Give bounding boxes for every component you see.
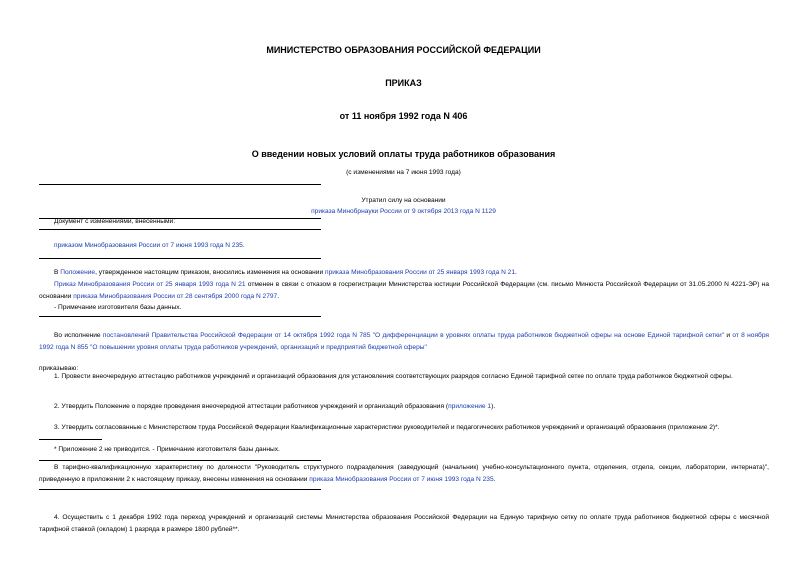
regulation-link[interactable]: Положение bbox=[60, 269, 96, 276]
note1-text: , утвержденное настоящим приказом, вносились изменения на основании bbox=[95, 269, 326, 276]
document-type: ПРИКАЗ bbox=[385, 78, 422, 88]
item-2 bbox=[39, 401, 769, 413]
changes-doc-link[interactable]: приказом Минобразования России от 7 июня 1993 года N 235 bbox=[54, 242, 243, 249]
item-2-text: ). bbox=[491, 403, 496, 410]
expired-note-link[interactable]: приказа Минобрнауки России от 9 октября 2013 года N 1129 bbox=[311, 208, 496, 215]
changes-doc-label: Документ с изменениями, внесенными: bbox=[54, 218, 176, 225]
item-3: 3. Утвердить согласованные с Министерством труда Российской Федерации Квалификационные характеристики руководителей и педагогических работников учреждений и организаций образования (приложение 2)*. bbox=[54, 424, 720, 431]
changes-doc-end: . bbox=[242, 242, 245, 249]
appendix-1-link[interactable]: приложение 1 bbox=[448, 403, 492, 410]
expired-note-text: Утратил силу на основании bbox=[361, 197, 446, 204]
preamble bbox=[39, 330, 769, 353]
resolution-855-link[interactable]: от 8 ноября 1992 года N 855 "О повышении уровня оплаты труда работников учреждений, организаций и предприятий бюджетной сферы" bbox=[39, 332, 769, 351]
resolution-785-link[interactable]: постановлений Правительства Российской Федерации от 14 октября 1992 года N 785 "О дифференциации в уровнях оплаты труда работников бюджетной сферы на основе Единой тарифной сетки" bbox=[102, 332, 725, 339]
item-4: 4. Осуществить с 1 декабря 1992 года переход учреждений и организаций системы Министерства образования Российской Федерации на Единую тарифную сетку по оплате труда работников бюджетной сферы с месячной тарифной ставкой (окладом) 1 разряда в размере 1800 рублей**. bbox=[39, 514, 769, 533]
divider bbox=[39, 229, 321, 230]
amendments-note: (с изменениями на 7 июня 1993 года) bbox=[346, 169, 461, 176]
preamble-text: и bbox=[724, 332, 733, 339]
order-2797-link[interactable]: приказа Минобразования России от 28 сентября 2000 года N 2797 bbox=[73, 292, 278, 300]
item-2-text: 2. Утвердить Положение о порядке проведения внеочередной аттестации работников учреждений и организаций образования ( bbox=[54, 403, 449, 410]
order-21-link[interactable]: приказа Минобразования России от 25 января 1993 года N 21 bbox=[325, 269, 516, 276]
preamble-text: Во исполнение bbox=[54, 332, 103, 339]
note1-text: отменен в связи с отказом в госрегистрации Министерства юстиции Российской Федерации (см. письмо Минюста Российской Федерации от 31.05.2000 N 4221-ЭР) на основании bbox=[39, 281, 769, 300]
divider bbox=[39, 460, 321, 461]
note1-paragraph3: - Примечание изготовителя базы данных. bbox=[54, 304, 182, 311]
note1-text: . bbox=[277, 292, 280, 300]
divider bbox=[39, 184, 321, 185]
changes-doc-line bbox=[54, 240, 654, 252]
item-1: 1. Провести внеочередную аттестацию работников учреждений и организаций образования для установления соответствующих разрядов согласно Единой тарифной сетке по оплате труда работников бюджетной сферы. bbox=[54, 373, 733, 380]
orders-label: приказываю: bbox=[39, 365, 79, 372]
note2-text: В тарифно-квалификационную характеристику по должности "Руководитель структурного подразделения (заведующий (начальник) учебно-консультационного пункта, отделения, отдела, секции, лаборатории, интерната)", приведенную в приложении 2 к настоящему приказу, внесены изменения на основании bbox=[39, 464, 769, 483]
footnote-divider bbox=[39, 439, 102, 440]
note1-text: . bbox=[515, 269, 517, 276]
note1-paragraph2 bbox=[39, 279, 769, 302]
note1-text: В bbox=[54, 269, 61, 276]
note2-text: . bbox=[493, 475, 496, 483]
footnote-1: * Приложение 2 не приводится. - Примечание изготовителя базы данных. bbox=[54, 446, 280, 453]
divider bbox=[39, 489, 321, 490]
note2-paragraph bbox=[39, 462, 769, 485]
divider bbox=[39, 258, 321, 259]
document-title: О введении новых условий оплаты труда работников образования bbox=[251, 149, 556, 159]
order-235-link[interactable]: приказа Минобразования России от 7 июня 1993 года N 235 bbox=[309, 475, 494, 483]
divider bbox=[39, 316, 321, 317]
ministry-heading: МИНИСТЕРСТВО ОБРАЗОВАНИЯ РОССИЙСКОЙ ФЕДЕРАЦИИ bbox=[266, 45, 541, 55]
note1-paragraph1 bbox=[39, 267, 769, 279]
order-21-link[interactable]: Приказ Минобразования России от 25 января 1993 года N 21 bbox=[54, 281, 246, 288]
document-date-number: от 11 ноября 1992 года N 406 bbox=[339, 111, 468, 121]
